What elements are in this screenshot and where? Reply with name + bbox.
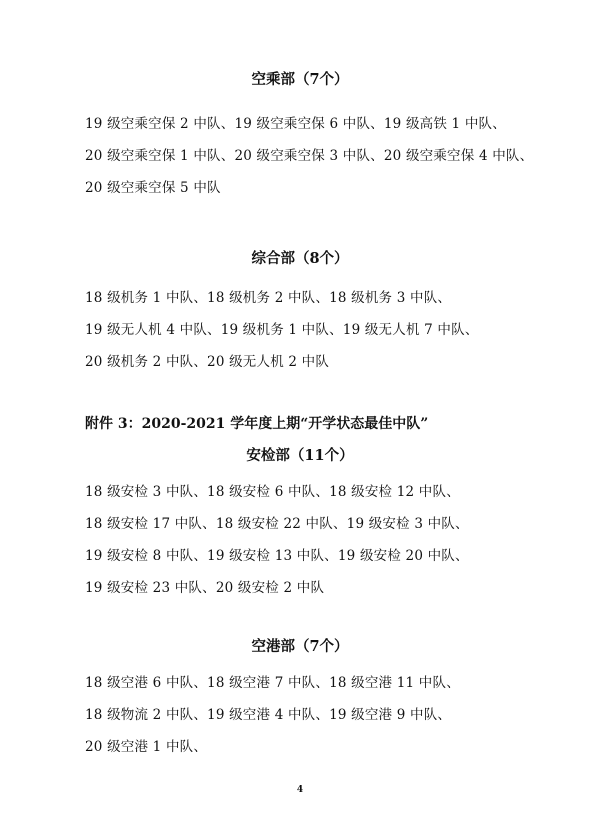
section-line: 18 级物流 2 中队、19 级空港 4 中队、19 级空港 9 中队、 xyxy=(85,707,452,723)
section-line: 19 级安检 23 中队、20 级安检 2 中队 xyxy=(85,580,325,596)
section-heading-kongcheng: 空乘部（7个） xyxy=(251,71,349,88)
section-line: 19 级安检 8 中队、19 级安检 13 中队、19 级安检 20 中队、 xyxy=(85,548,469,564)
page-number: 4 xyxy=(296,785,304,795)
section-line: 20 级空乘空保 1 中队、20 级空乘空保 3 中队、20 级空乘空保 4 中队、 xyxy=(85,148,534,164)
section-line: 18 级机务 1 中队、18 级机务 2 中队、18 级机务 3 中队、 xyxy=(85,290,452,306)
section-line: 18 级安检 17 中队、18 级安检 22 中队、19 级安检 3 中队、 xyxy=(85,516,469,532)
section-heading-zonghe: 综合部（8个） xyxy=(251,250,349,267)
section-heading-konggang: 空港部（7个） xyxy=(251,638,349,655)
section-line: 20 级空乘空保 5 中队 xyxy=(85,180,221,196)
section-line: 19 级空乘空保 2 中队、19 级空乘空保 6 中队、19 级高铁 1 中队、 xyxy=(85,116,506,132)
section-line: 18 级空港 6 中队、18 级空港 7 中队、18 级空港 11 中队、 xyxy=(85,675,460,691)
section-line: 19 级无人机 4 中队、19 级机务 1 中队、19 级无人机 7 中队、 xyxy=(85,322,479,338)
section-line: 20 级空港 1 中队、 xyxy=(85,739,208,755)
section-heading-anjian: 安检部（11个） xyxy=(246,447,354,464)
section-line: 20 级机务 2 中队、20 级无人机 2 中队 xyxy=(85,354,330,370)
section-line: 18 级安检 3 中队、18 级安检 6 中队、18 级安检 12 中队、 xyxy=(85,484,460,500)
attachment-title: 附件 3：2020-2021 学年度上期“开学状态最佳中队” xyxy=(85,416,429,432)
